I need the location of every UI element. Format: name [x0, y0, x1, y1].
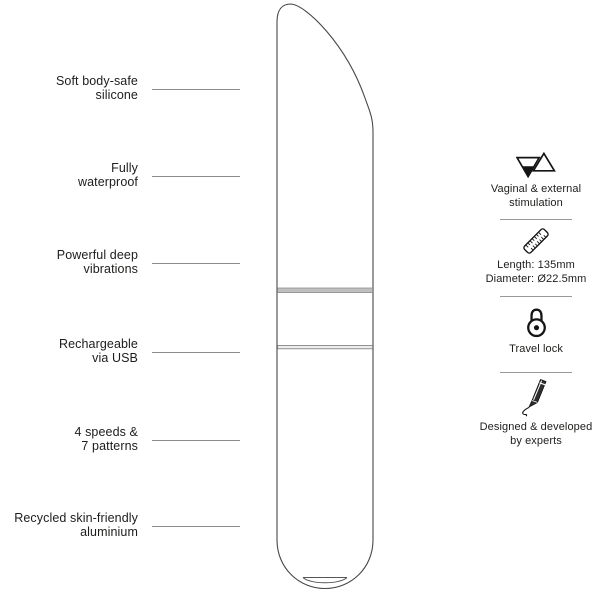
- leader-line: [152, 263, 240, 264]
- feature-label-line: vibrations: [83, 262, 138, 276]
- spec-designed-by-experts: [474, 377, 598, 448]
- spec-caption: Travel lock: [509, 343, 563, 355]
- spec-caption: Vaginal & external stimulation: [490, 183, 582, 209]
- feature-label-line: Recycled skin-friendly: [14, 511, 138, 525]
- spec-caption: Designed & developed by experts: [479, 421, 593, 447]
- product-body-outline: [277, 4, 373, 589]
- feature-label-line: aluminium: [80, 525, 138, 539]
- travel-lock-icon: [524, 307, 549, 338]
- spec-divider: [500, 372, 572, 373]
- feature-label-line: Soft body-safe: [55, 74, 138, 88]
- spec-travel-lock: [474, 307, 598, 357]
- feature-label-silicone: [0, 74, 138, 102]
- feature-label-vibrations: [0, 248, 138, 276]
- product-lower-seam-band: [278, 345, 373, 348]
- product-upper-seam-band: [278, 288, 373, 293]
- feature-label-line: via USB: [92, 351, 138, 365]
- spec-divider: [500, 219, 572, 220]
- spec-dimensions: [474, 226, 598, 286]
- feature-label-line: Rechargeable: [58, 337, 138, 351]
- spec-divider: [500, 296, 572, 297]
- feature-label-aluminium: [0, 511, 138, 539]
- feature-label-line: waterproof: [77, 175, 138, 189]
- leader-line: [152, 526, 240, 527]
- leader-line: [152, 440, 240, 441]
- feature-label-speeds: [0, 425, 138, 453]
- feature-label-line: 7 patterns: [81, 439, 138, 453]
- feature-label-rechargeable: [0, 337, 138, 365]
- ruler-icon: [520, 226, 552, 256]
- leader-line: [152, 89, 240, 90]
- pencil-icon: [519, 377, 553, 418]
- feature-label-line: silicone: [95, 88, 138, 102]
- leader-line: [152, 176, 240, 177]
- feature-label-line: Fully: [111, 161, 138, 175]
- stimulation-triangles-icon: [516, 151, 556, 179]
- feature-label-line: Powerful deep: [56, 248, 138, 262]
- leader-line: [152, 352, 240, 353]
- spec-caption: Length: 135mm Diameter: Ø22.5mm: [485, 259, 587, 285]
- spec-stimulation: [474, 151, 598, 210]
- feature-label-line: 4 speeds &: [74, 425, 138, 439]
- feature-label-waterproof: [0, 161, 138, 189]
